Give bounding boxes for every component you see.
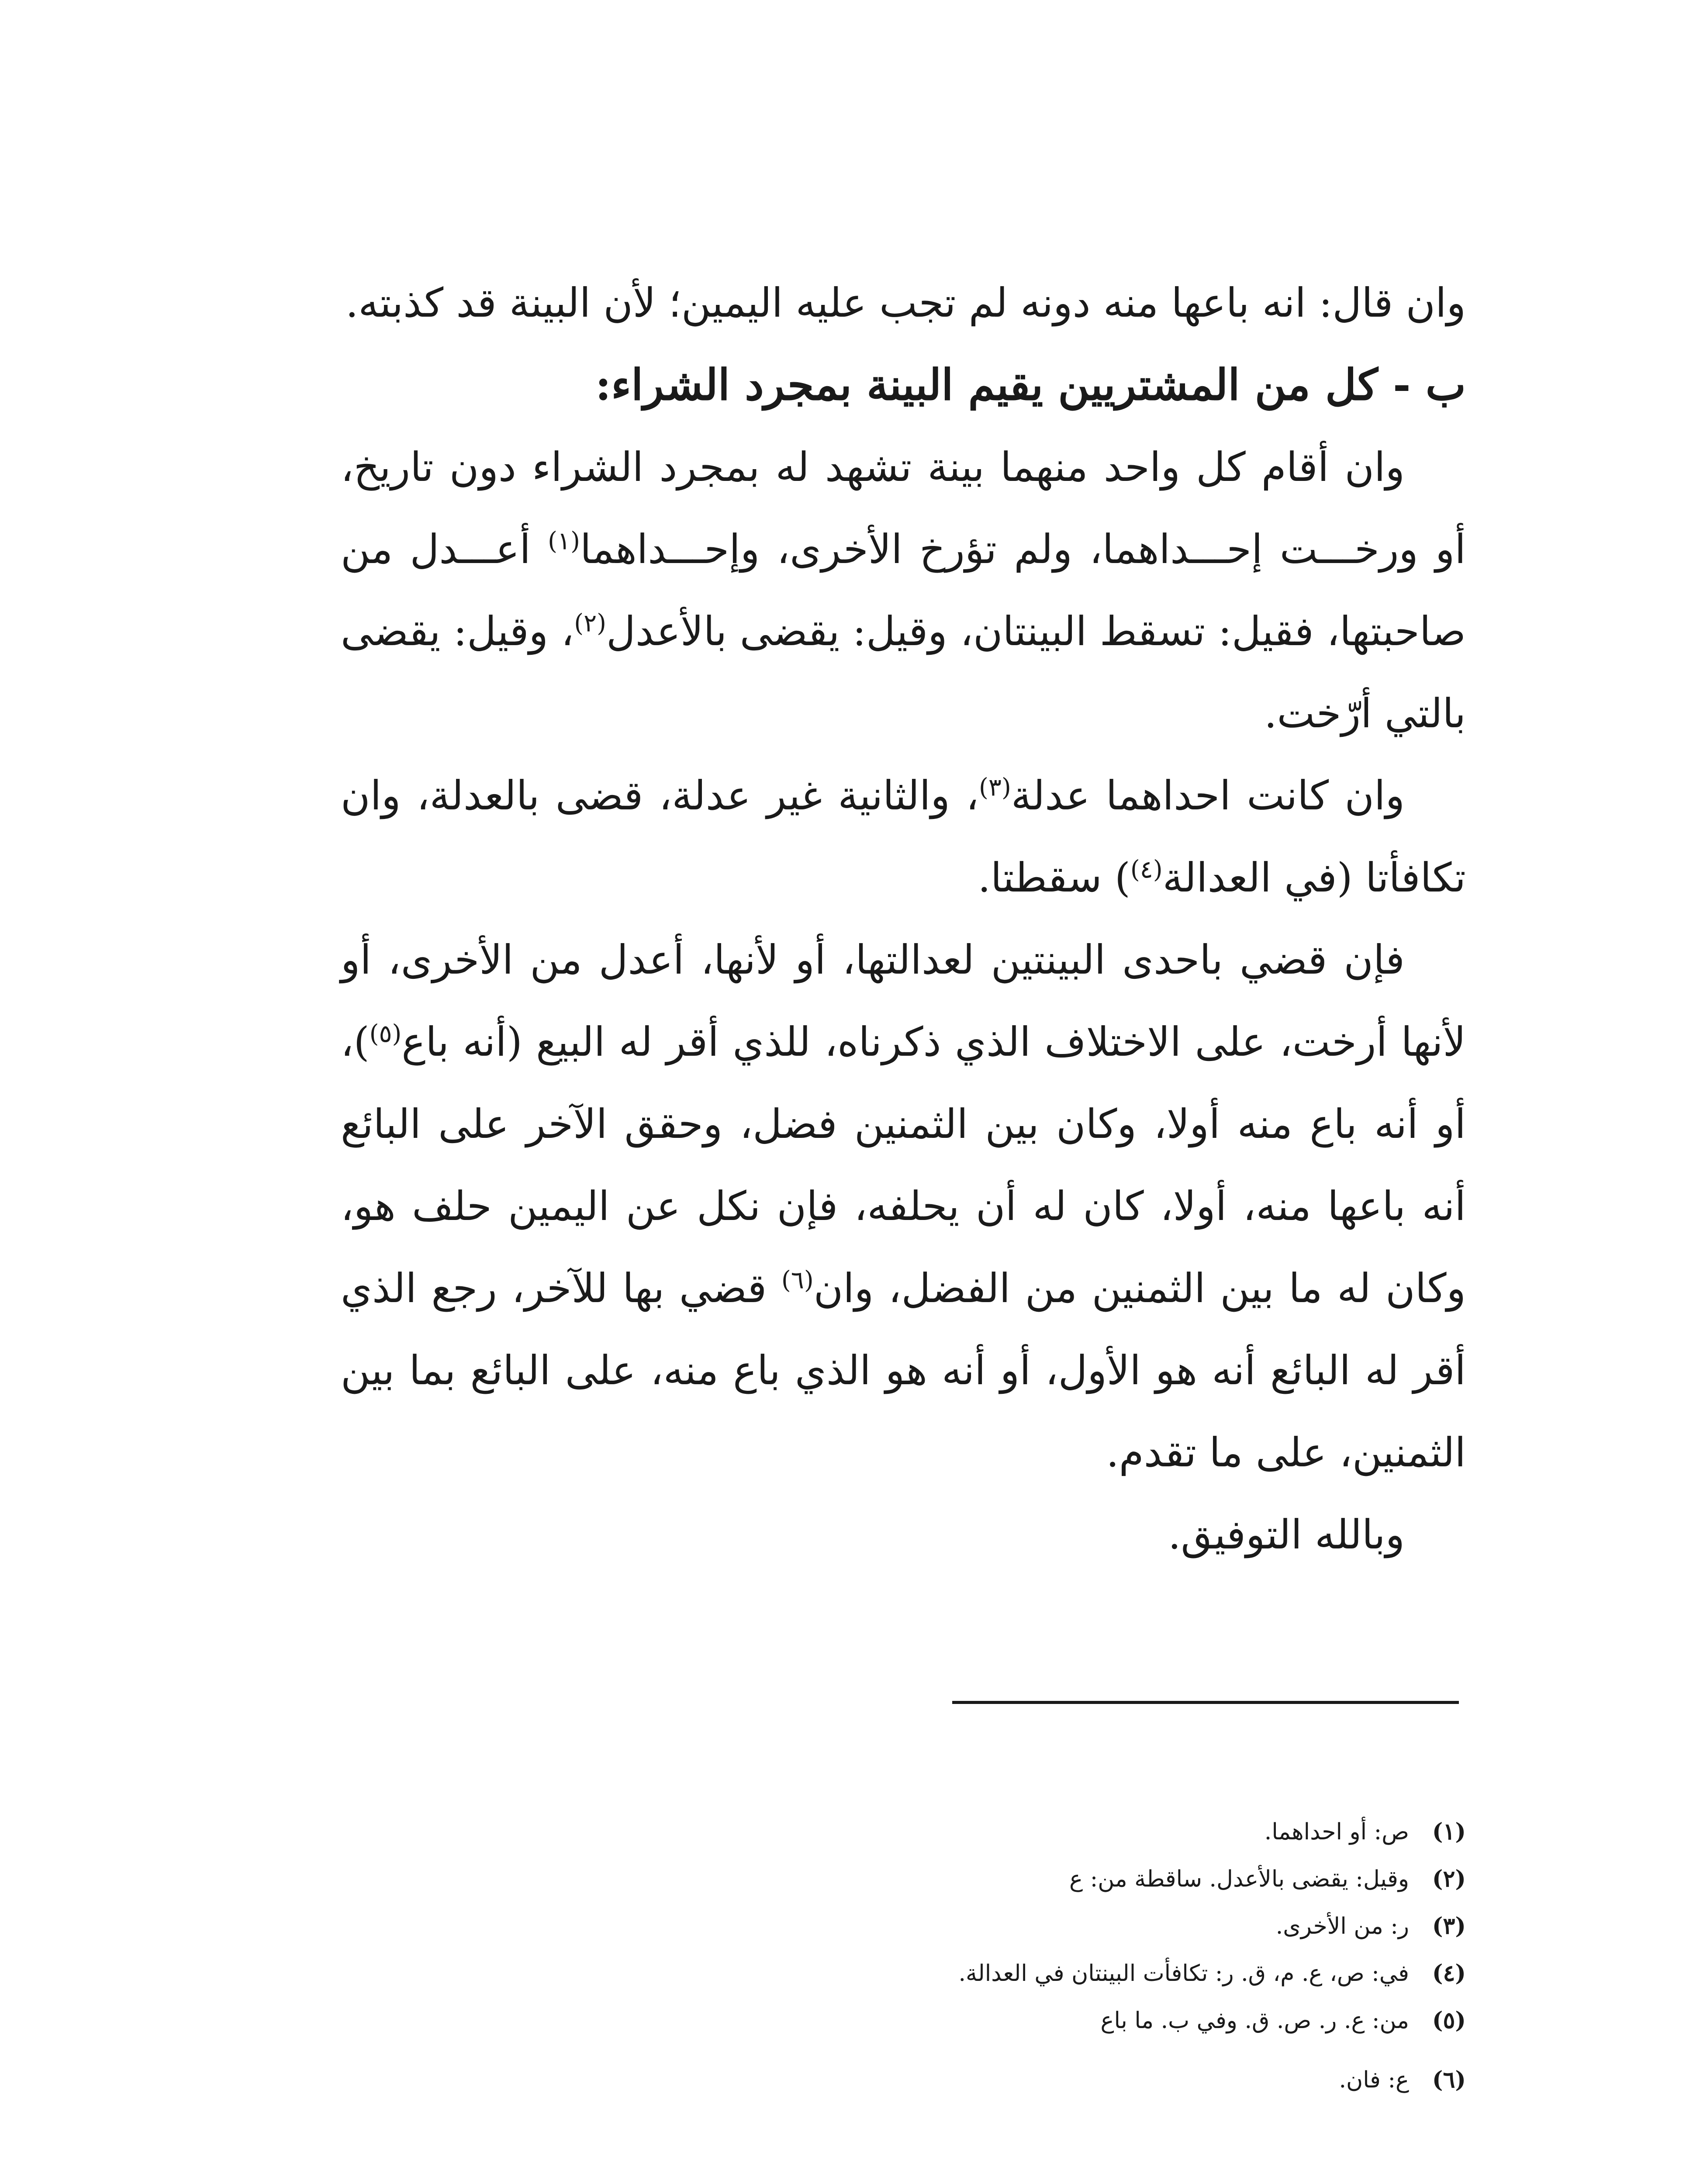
main-text (341, 262, 1466, 1576)
footnote-item (524, 1997, 1466, 2044)
paragraph-3-text: ) سقطتا. (978, 854, 1130, 901)
footnote-number: (٦) (1432, 2067, 1466, 2093)
footnote-number: (٥) (1432, 2007, 1466, 2034)
paragraph-3-text: وان كانت احداهما عدلة (1011, 772, 1405, 819)
footnote-ref-2: (٢) (574, 609, 607, 638)
paragraph-3-text: ، والثانية غير عدلة، قضى بالعدلة، وان تكافأتا (في العدالة (341, 772, 1466, 901)
footnote-ref-3: (٣) (979, 773, 1011, 802)
footnote-text: ر: من الأخرى. (1275, 1913, 1409, 1939)
footnote-number: (٣) (1432, 1913, 1466, 1939)
paragraph-4-text: )، أو أنه باع منه أولا، وكان بين الثمنين فضل، وحقق الآخر على البائع أنه باعها منه، أولا، كان له أن يحلفه، فإن نكل عن اليمين حلف هو، وكان له ما بين الثمنين من الفضل، وان (341, 1019, 1466, 1312)
footnote-ref-6: (٦) (781, 1266, 814, 1295)
paragraph-4-text: فإن قضي باحدى البينتين لعدالتها، أو لأنها، أعدل من الأخرى، أو لأنها أرخت، على الاختلاف الذي ذكرناه، للذي أقر له البيع (أنه باع (341, 936, 1466, 1065)
footnote-number: (٤) (1432, 1960, 1466, 1987)
paragraph-3 (341, 755, 1466, 919)
footnote-number: (١) (1432, 1818, 1466, 1845)
section-heading: ب - كل من المشتريين يقيم البينة بمجرد الشراء: (595, 360, 1466, 410)
footnote-ref-4: (٤) (1130, 855, 1163, 884)
closing-line: وبالله التوفيق. (1168, 1511, 1405, 1558)
footnote-ref-1: (١) (548, 527, 580, 556)
paragraph-4-text: قضي بها للآخر، رجع الذي أقر له البائع أنه هو الأول، أو أنه هو الذي باع منه، على البائع بما بين الثمنين، على ما تقدم. (341, 1265, 1466, 1476)
paragraph-1: وان قال: انه باعها منه دونه لم تجب عليه اليمين؛ لأن البينة قد كذبته. (346, 280, 1466, 326)
footnotes (524, 1808, 1466, 2104)
footnote-item (524, 1950, 1466, 1997)
footnote-text: وقيل: يقضى بالأعدل. ساقطة من: ع (1069, 1866, 1409, 1892)
footnote-number: (٢) (1432, 1866, 1466, 1892)
paragraph-2-text: ، وقيل: يقضى بالتي أرّخت. (341, 608, 1466, 737)
footnote-item (524, 2056, 1466, 2104)
paragraph-2 (341, 426, 1466, 755)
paragraph-2-text: أعـــدل من صاحبتها، فقيل: تسقط البينتان، وقيل: يقضى بالأعدل (341, 526, 1466, 655)
paragraph-4 (341, 919, 1466, 1494)
footnote-item (524, 1903, 1466, 1950)
footnote-item (524, 1856, 1466, 1903)
footnote-separator (952, 1701, 1459, 1704)
footnote-text: في: ص، ع. م، ق. ر: تكافأت البينتان في العدالة. (958, 1960, 1409, 1987)
footnote-text: ع: فان. (1339, 2067, 1409, 2093)
footnote-item (524, 1808, 1466, 1856)
footnote-text: ص: أو احداهما. (1264, 1819, 1409, 1845)
footnote-ref-5: (٥) (369, 1019, 402, 1048)
paragraph-2-text: وان أقام كل واحد منهما بينة تشهد له بمجرد الشراء دون تاريخ، أو ورخـــت إحـــداهما، ولم تؤرخ الأخرى، وإحـــداهما (341, 444, 1466, 573)
footnote-text: من: ع. ر. ص. ق. وفي ب. ما باع (1100, 2008, 1409, 2034)
